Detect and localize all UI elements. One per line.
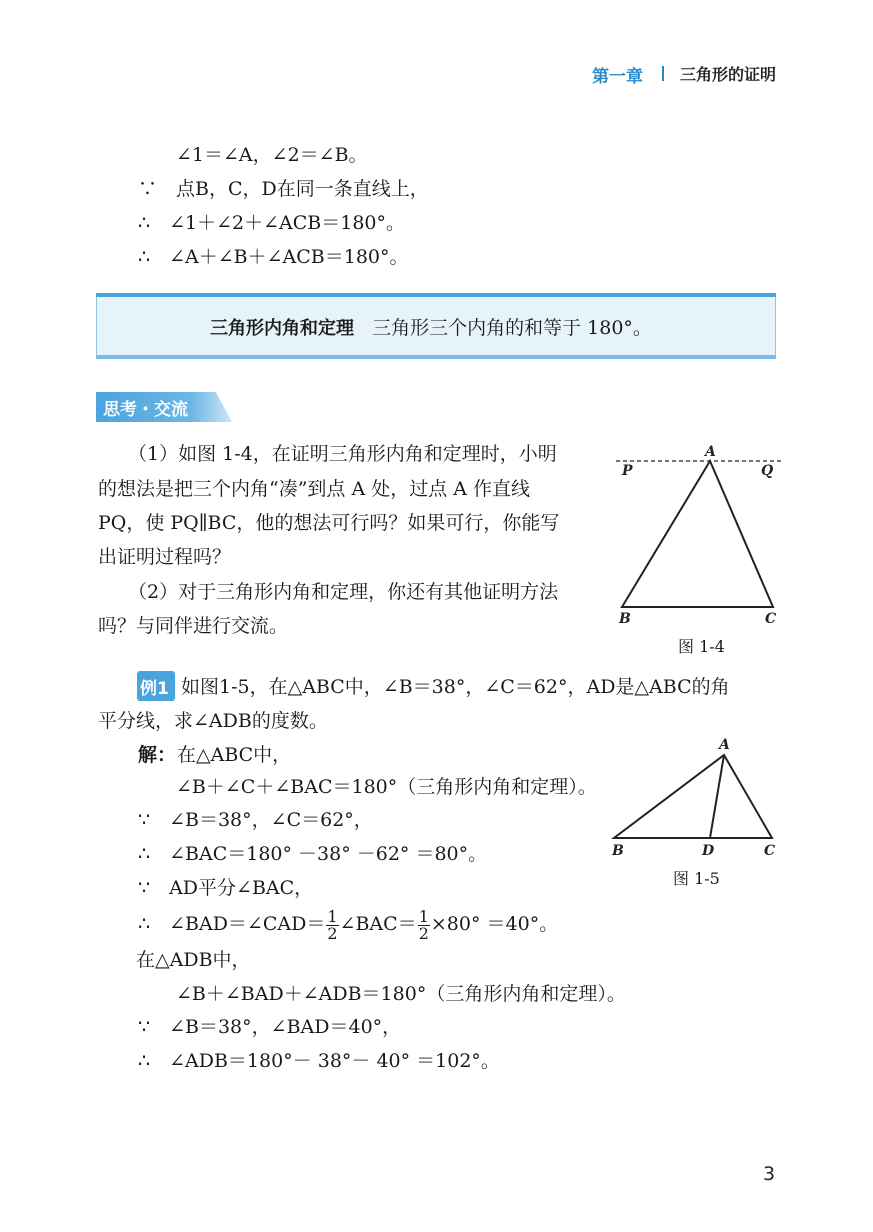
solution-line: ∵ AD平分∠BAC， <box>138 877 314 899</box>
figure-1-5 <box>600 735 790 865</box>
label-b: B <box>612 843 624 859</box>
theorem-statement <box>210 315 652 342</box>
figure-1-4-caption: 图 1-4 <box>678 637 725 656</box>
solution-line: ∠B＋∠C＋∠BAC＝180°（三角形内角和定理）。 <box>176 776 597 798</box>
think-discuss-label: 思考・交流 <box>103 400 188 420</box>
label-q: Q <box>761 463 774 479</box>
solution-label: 解： <box>138 744 177 766</box>
example-problem-line: 如图1-5，在△ABC中，∠B＝38°，∠C＝62°，AD是△ABC的角 <box>181 676 730 698</box>
solution-fraction-line <box>138 906 558 942</box>
think-line: （1）如图 1-4，在证明三角形内角和定理时，小明 <box>128 443 557 465</box>
think-line: （2）对于三角形内角和定理，你还有其他证明方法 <box>128 581 559 603</box>
page-number: 3 <box>763 1163 776 1185</box>
header-divider <box>662 66 664 81</box>
label-d: D <box>702 843 715 859</box>
think-line: 的想法是把三个内角“凑”到点 A 处，过点 A 作直线 <box>98 478 531 500</box>
solution-line: ∠B＋∠BAD＋∠ADB＝180°（三角形内角和定理）。 <box>176 983 626 1005</box>
theorem-body: 三角形三个内角的和等于 180°。 <box>372 317 652 339</box>
solution-line: ∴ ∠ADB＝180°－ 38°－ 40° ＝102°。 <box>138 1050 500 1072</box>
fraction-denominator: 2 <box>418 923 429 943</box>
chapter-title: 三角形的证明 <box>680 65 777 84</box>
label-a: A <box>705 444 716 460</box>
label-c: C <box>764 843 776 859</box>
fraction-one-half <box>326 906 338 943</box>
fraction-line-mid: ∠BAC＝ <box>339 913 417 935</box>
fraction-denominator: 2 <box>327 923 338 943</box>
solution-line: ∵ ∠B＝38°，∠C＝62°， <box>138 809 373 831</box>
label-c: C <box>765 611 777 627</box>
proof-line: ∠1＝∠A，∠2＝∠B。 <box>176 144 368 166</box>
fraction-line-suffix: ×80° ＝40°。 <box>430 913 559 935</box>
theorem-name: 三角形内角和定理 <box>210 318 354 339</box>
proof-line: ∴ ∠A＋∠B＋∠ACB＝180°。 <box>138 246 409 268</box>
example-problem-line: 平分线，求∠ADB的度数。 <box>98 710 328 732</box>
think-line: 出证明过程吗？ <box>98 546 232 568</box>
proof-line: ∴ ∠1＋∠2＋∠ACB＝180°。 <box>138 212 406 234</box>
label-b: B <box>619 611 631 627</box>
theorem-box-bottom-border <box>96 355 776 359</box>
triangle-abc <box>614 755 772 838</box>
fraction-numerator: 1 <box>327 906 338 926</box>
solution-line: 在△ADB中， <box>136 949 251 971</box>
label-a: A <box>719 737 730 753</box>
example-label: 例1 <box>140 679 169 699</box>
think-line: PQ，使 PQ∥BC，他的想法可行吗？如果可行，你能写 <box>98 512 560 534</box>
chapter-label: 第一章 <box>592 67 643 87</box>
triangle-abc <box>622 461 773 607</box>
proof-line: ∵ 点B，C，D在同一条直线上， <box>138 178 429 200</box>
figure-1-5-caption: 图 1-5 <box>673 869 720 888</box>
think-line: 吗？与同伴进行交流。 <box>98 615 289 637</box>
segment-ad <box>710 755 724 838</box>
fraction-line-prefix: ∴ ∠BAD＝∠CAD＝ <box>138 913 326 935</box>
solution-line: 在△ABC中， <box>177 744 292 766</box>
solution-line: ∵ ∠B＝38°，∠BAD＝40°， <box>138 1016 402 1038</box>
figure-1-4 <box>608 440 788 630</box>
solution-line: ∴ ∠BAC＝180° －38° －62° ＝80°。 <box>138 843 488 865</box>
fraction-one-half <box>418 906 430 943</box>
theorem-box-top-border <box>96 293 776 297</box>
fraction-numerator: 1 <box>418 906 429 926</box>
label-p: P <box>622 463 633 479</box>
